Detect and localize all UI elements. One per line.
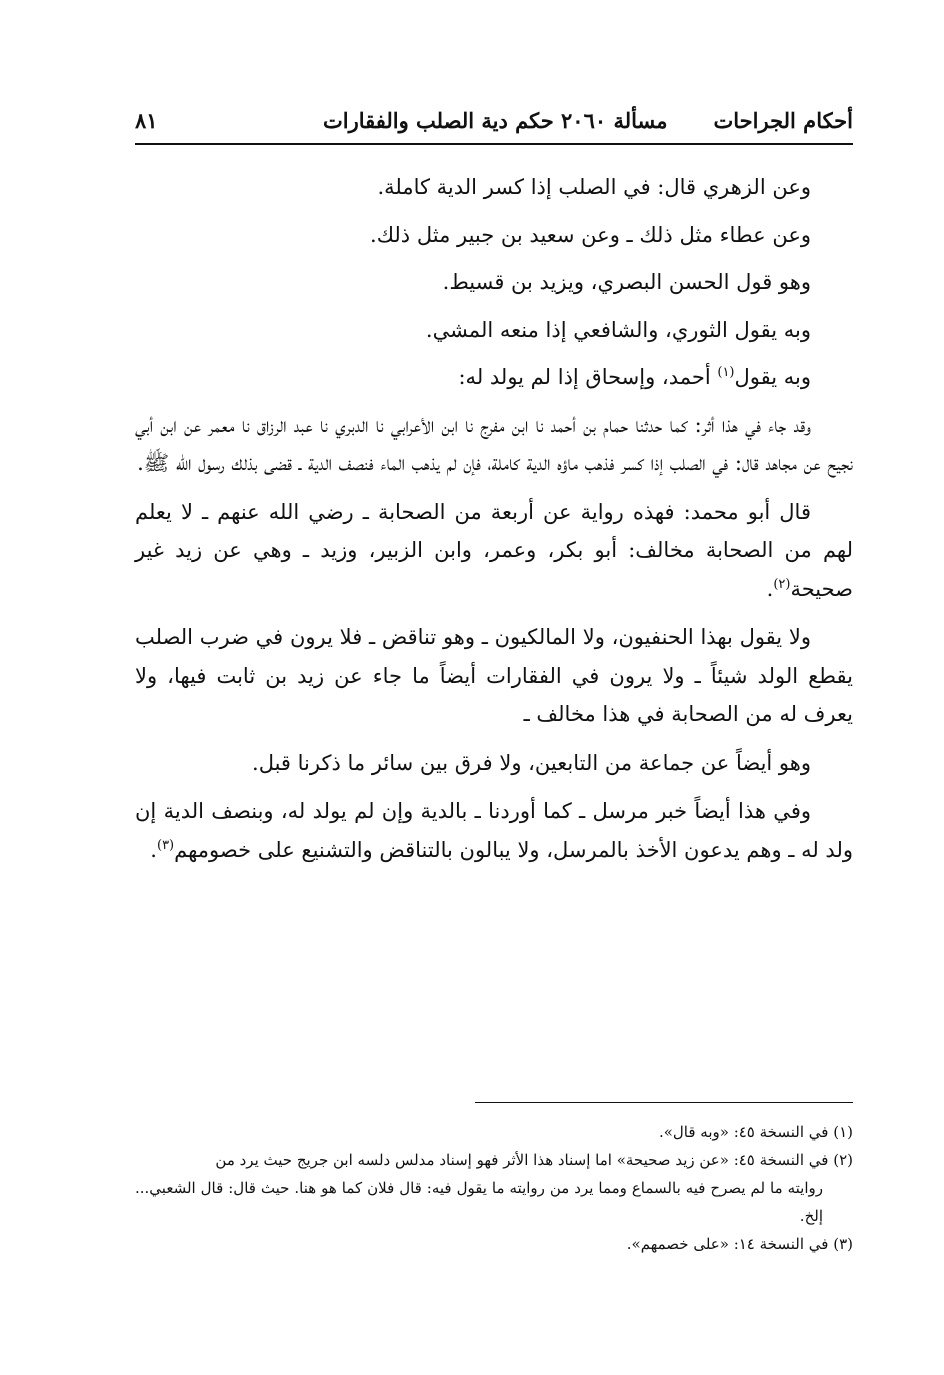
paragraph-hanafis: ولا يقول بهذا الحنفيون، ولا المالكيون ـ وهو تناقض ـ فلا يرون في ضرب الصلب يقطع الولد شيئاً ـ ولا يرون في الفقارات أيضاً ما جاء عن زيد بن ثابت فيها، ولا يعرف له من الصحابة في هذا مخالف ـ (135, 625, 853, 726)
paragraph-zuhri: وعن الزهري قال: في الصلب إذا كسر الدية كاملة. (377, 175, 811, 199)
footnote-ref-3: (٣) (156, 837, 175, 853)
paragraph-tabiin: وهو أيضاً عن جماعة من التابعين، ولا فرق بين سائر ما ذكرنا قبل. (252, 750, 811, 775)
footnotes (135, 1118, 853, 1258)
paragraph-abu-muhammad-end: . (766, 576, 774, 601)
issue-title: مسألة ٢٠٦٠ حكم دية الصلب والفقارات (322, 107, 668, 133)
paragraph-abu-muhammad (135, 493, 853, 609)
footnote-2-continuation: روايته ما لم يصرح فيه بالسماع ومما يرد من روايته ما يقول فيه: قال فلان كما هو هنا. حيث قال: قال الشعبي... إلخ. (135, 1179, 824, 1225)
footnote-3: (٣) في النسخة ١٤: «على خصمهم». (626, 1235, 853, 1253)
paragraph-ahmad (135, 358, 853, 397)
main-text (135, 168, 853, 879)
paragraph-ahmad-text: وبه يقول (734, 365, 811, 389)
footnote-2: (٢) في النسخة ٤٥: «عن زيد صحيحة» اما إسناد هذا الأثر فهو إسناد مدلس دلسه ابن جريج حيث يرد من (215, 1151, 853, 1169)
footnote-rule (475, 1102, 853, 1103)
paragraph-mursal-end: . (150, 837, 157, 862)
page-number: ٨١ (135, 107, 158, 133)
paragraph-athar: وقد جاء في هذا أثر: كما حدثنا حمام بن أحمد نا ابن مفرج نا ابن الأعرابي نا الدبري نا عبد الرزاق نا معمر عن ابن أبي نجيح عن مجاهد قال: في الصلب إذا كسر فذهب ماؤه الدية كاملة، فإن لم يذهب الماء فنصف الدية ـ قضى بذلك رسول الله ﷺ. (135, 412, 853, 475)
paragraph-mursal-text: وفي هذا أيضاً خبر مرسل ـ كما أوردنا ـ بالدية وإن لم يولد له، وبنصف الدية إن ولد له ـ وهم يدعون الأخذ بالمرسل، ولا يبالون بالتناقض والتشنيع على خصومهم (135, 799, 853, 862)
header-rule (135, 143, 853, 145)
footnote-ref-1: (١) (717, 365, 735, 380)
paragraph-mursal (135, 792, 853, 869)
paragraph-abu-muhammad-text: قال أبو محمد: فهذه رواية عن أربعة من الصحابة ـ رضي الله عنهم ـ لا يعلم لهم من الصحابة مخالف: أبو بكر، وعمر، وابن الزبير، وزيد ـ وهي عن زيد غير صحيحة (135, 499, 853, 601)
footnote-ref-2: (٢) (773, 576, 791, 592)
paragraph-thawri: وبه يقول الثوري، والشافعي إذا منعه المشي. (425, 317, 811, 342)
paragraph-ahmad-text-end: أحمد، وإسحاق إذا لم يولد له: (458, 365, 718, 389)
footnote-1: (١) في النسخة ٤٥: «وبه قال». (658, 1123, 853, 1141)
header-titles (277, 108, 853, 133)
paragraph-ata: وعن عطاء مثل ذلك ـ وعن سعيد بن جبير مثل ذلك. (370, 222, 811, 247)
running-header (135, 102, 853, 138)
paragraph-hasan: وهو قول الحسن البصري، ويزيد بن قسيط. (442, 270, 811, 294)
book-title: أحكام الجراحات (713, 107, 853, 133)
